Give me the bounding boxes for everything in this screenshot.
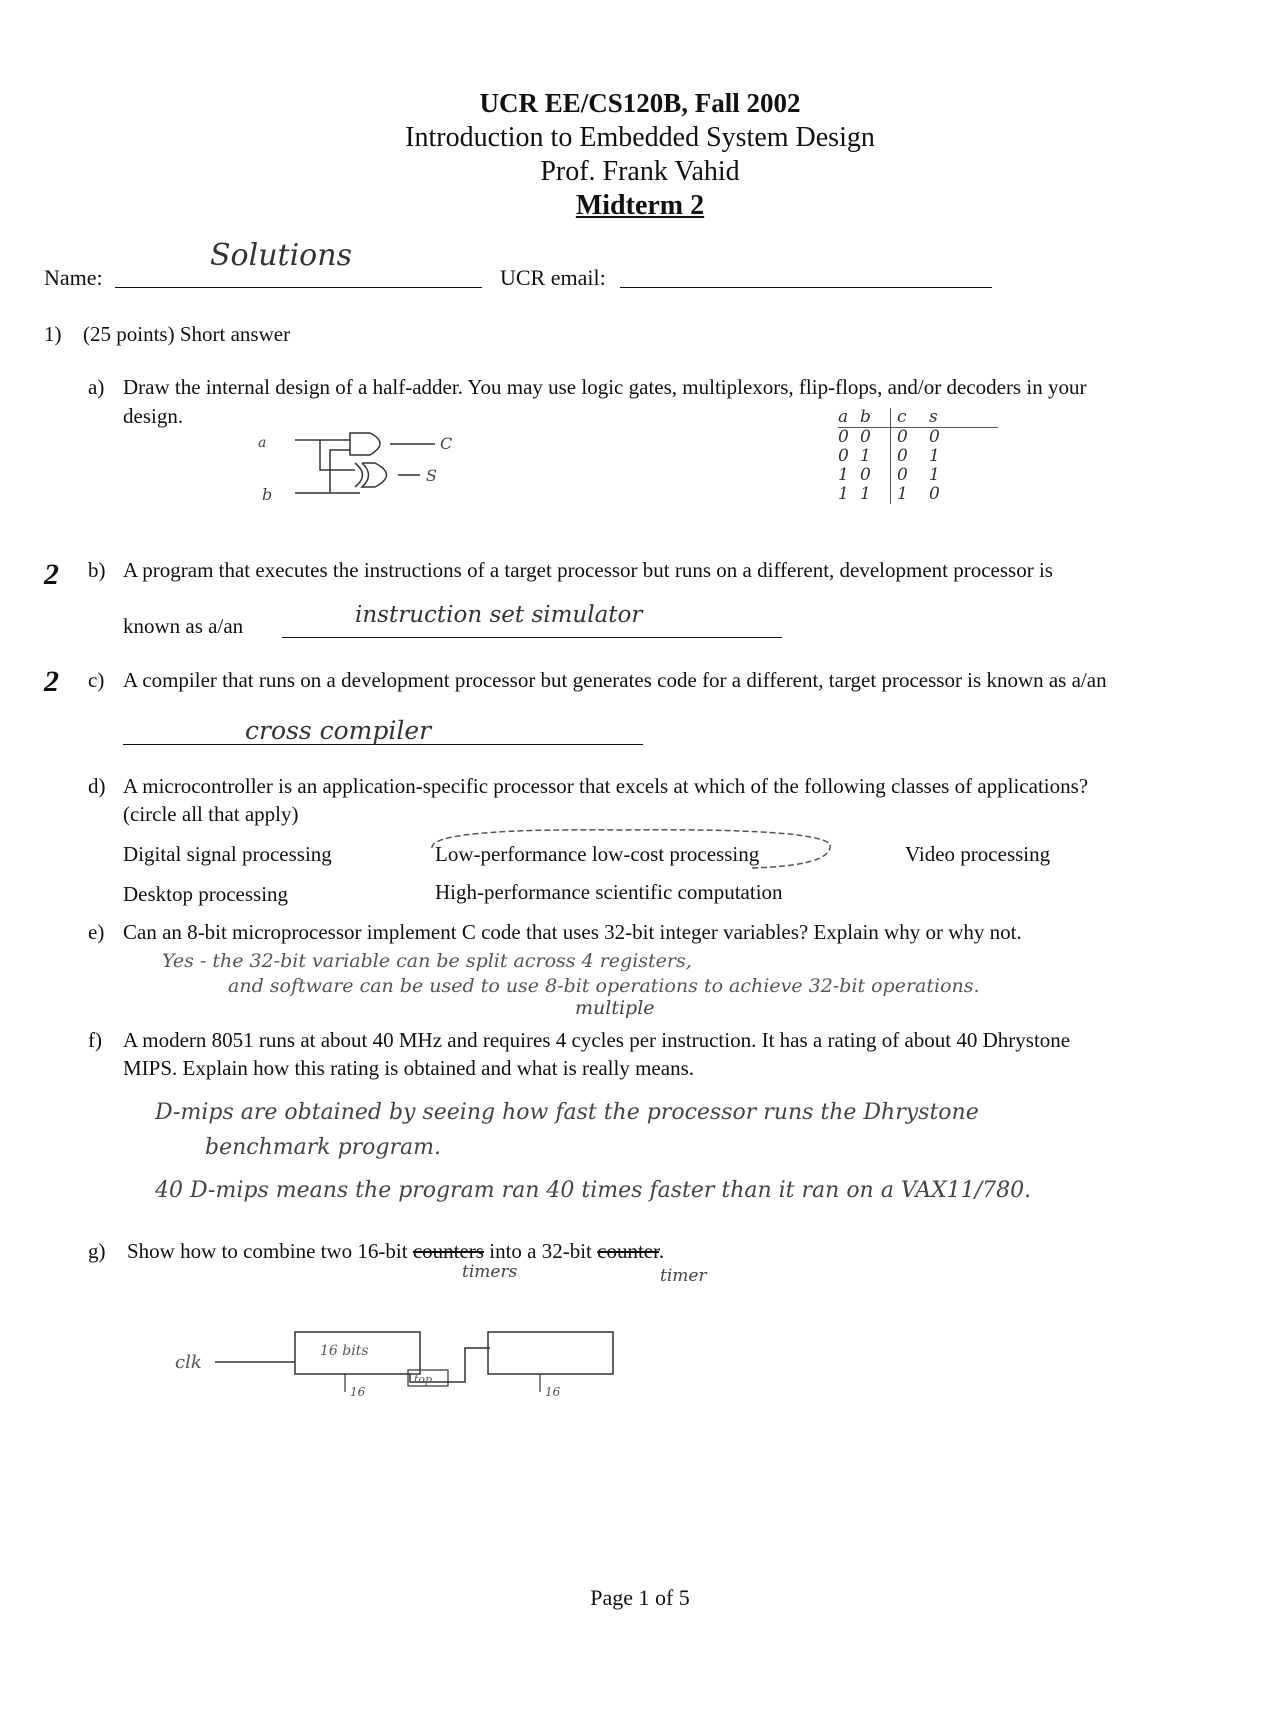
- tt-h-b: b: [860, 407, 871, 427]
- q1a-text-line2: design.: [123, 404, 184, 428]
- q1g-struck-counter: counter: [597, 1239, 659, 1263]
- xor-gate: [355, 463, 387, 487]
- q1g-correction-timer: timer: [660, 1266, 707, 1286]
- q1b-answer: instruction set simulator: [355, 602, 643, 628]
- q1f-text-line2: MIPS. Explain how this rating is obtained and what is really means.: [123, 1056, 694, 1080]
- professor-name: Prof. Frank Vahid: [540, 156, 740, 187]
- q1e-text: Can an 8-bit microprocessor implement C code that uses 32-bit integer variables? Explain why or why not.: [123, 920, 1022, 944]
- q1g-letter: g): [88, 1239, 106, 1263]
- q1g-text-after: .: [658, 1239, 665, 1263]
- tt-cell: 0: [890, 466, 929, 485]
- q1c-letter: c): [88, 668, 105, 692]
- diagram-input-a: a: [258, 435, 267, 451]
- q1c-answer: cross compiler: [245, 716, 432, 745]
- tt-cell: 0: [890, 447, 929, 466]
- q1f-letter: f): [88, 1028, 102, 1052]
- timer-box-1-label: 16 bits: [320, 1343, 369, 1359]
- q1c-score: 2: [44, 665, 59, 698]
- and-gate: [350, 433, 380, 455]
- exam-title: Midterm 2: [575, 190, 705, 221]
- q1-title: (25 points) Short answer: [83, 322, 291, 346]
- tt-cell: 1: [838, 484, 849, 504]
- q1f-answer-line1: D-mips are obtained by seeing how fast the processor runs the Dhrystone: [155, 1100, 979, 1125]
- truth-table: [838, 408, 998, 504]
- diagram-output-c: C: [440, 434, 453, 453]
- tt-cell: 1: [929, 465, 940, 485]
- q1g-text: [127, 1237, 664, 1265]
- tt-cell: 0: [838, 446, 849, 466]
- out1-label: 16: [350, 1385, 366, 1399]
- name-underline: [115, 287, 482, 288]
- q1b-answer-line: [282, 637, 782, 638]
- q1-number: 1): [44, 322, 62, 346]
- q1e-answer-line2: and software can be used to use 8-bit operations to achieve 32-bit operations.: [228, 975, 980, 997]
- half-adder-diagram: [250, 415, 480, 515]
- q1a-text-line1: Draw the internal design of a half-adder. You may use logic gates, multiplexors, flip-flops, and/or decoders in your: [123, 375, 1087, 399]
- q1d-option-scientific: High-performance scientific computation: [435, 880, 783, 904]
- q1g-correction-timers: timers: [462, 1262, 518, 1282]
- q1d-option-desktop: Desktop processing: [123, 882, 289, 906]
- tt-h-s: s: [929, 407, 938, 427]
- q1d-option-video: Video processing: [905, 842, 1051, 866]
- tt-cell: 1: [838, 465, 849, 485]
- name-label: Name:: [44, 265, 103, 290]
- email-underline: [620, 287, 992, 288]
- name-handwritten: Solutions: [210, 238, 352, 273]
- page-number: Page 1 of 5: [590, 1585, 690, 1610]
- q1c-text: A compiler that runs on a development processor but generates code for a different, target processor is known as a/an: [123, 668, 1107, 692]
- tt-cell: 0: [929, 427, 940, 447]
- q1a-letter: a): [88, 375, 105, 399]
- course-subtitle: Introduction to Embedded System Design: [405, 122, 875, 153]
- q1d-option-dsp: Digital signal processing: [123, 842, 332, 866]
- tt-cell: 1: [929, 446, 940, 466]
- tt-cell: 0: [838, 427, 849, 447]
- q1f-answer-line2: benchmark program.: [205, 1135, 441, 1160]
- email-label: UCR email:: [500, 265, 606, 290]
- q1d-text-line2: (circle all that apply): [123, 802, 299, 826]
- diagram-input-b: b: [262, 485, 273, 504]
- tt-h-a: a: [838, 407, 849, 427]
- q1f-answer-line3: 40 D-mips means the program ran 40 times faster than it ran on a VAX11/780.: [155, 1178, 1032, 1203]
- q1b-text-line2: known as a/an: [123, 614, 244, 638]
- tt-cell: 0: [890, 428, 929, 447]
- q1b-score: 2: [44, 558, 59, 591]
- answer-circle: [420, 822, 840, 874]
- timer-diagram: [170, 1310, 620, 1400]
- tt-cell: 1: [860, 484, 871, 504]
- q1e-answer-line1: Yes - the 32-bit variable can be split across 4 registers,: [162, 950, 692, 972]
- tc-label: top: [414, 1373, 433, 1386]
- course-title: UCR EE/CS120B, Fall 2002: [479, 88, 801, 118]
- out2-label: 16: [545, 1385, 561, 1399]
- q1d-option-low-performance: Low-performance low-cost processing: [435, 842, 760, 866]
- clk-label: clk: [175, 1352, 202, 1373]
- q1g-text-middle: into a 32-bit: [483, 1239, 598, 1263]
- timer-box-2: [488, 1332, 613, 1374]
- q1g-text-before: Show how to combine two 16-bit: [127, 1239, 413, 1263]
- tt-cell: 1: [890, 485, 929, 504]
- q1b-letter: b): [88, 558, 106, 582]
- diagram-output-s: S: [426, 466, 437, 485]
- q1d-text-line1: A microcontroller is an application-specific processor that excels at which of the following classes of applications?: [123, 774, 1089, 798]
- tt-cell: 1: [860, 446, 871, 466]
- q1f-text-line1: A modern 8051 runs at about 40 MHz and requires 4 cycles per instruction. It has a rating of about 40 Dhrystone: [123, 1028, 1071, 1052]
- q1e-letter: e): [88, 920, 105, 944]
- q1b-text-line1: A program that executes the instructions of a target processor but runs on a different, development processor is: [123, 558, 1053, 582]
- tt-cell: 0: [860, 427, 871, 447]
- q1d-letter: d): [88, 774, 106, 798]
- tt-cell: 0: [929, 484, 940, 504]
- tt-h-c: c: [890, 408, 929, 427]
- q1g-struck-counters: counters: [412, 1239, 484, 1263]
- q1e-answer-insert: multiple: [575, 997, 655, 1019]
- tt-cell: 0: [860, 465, 871, 485]
